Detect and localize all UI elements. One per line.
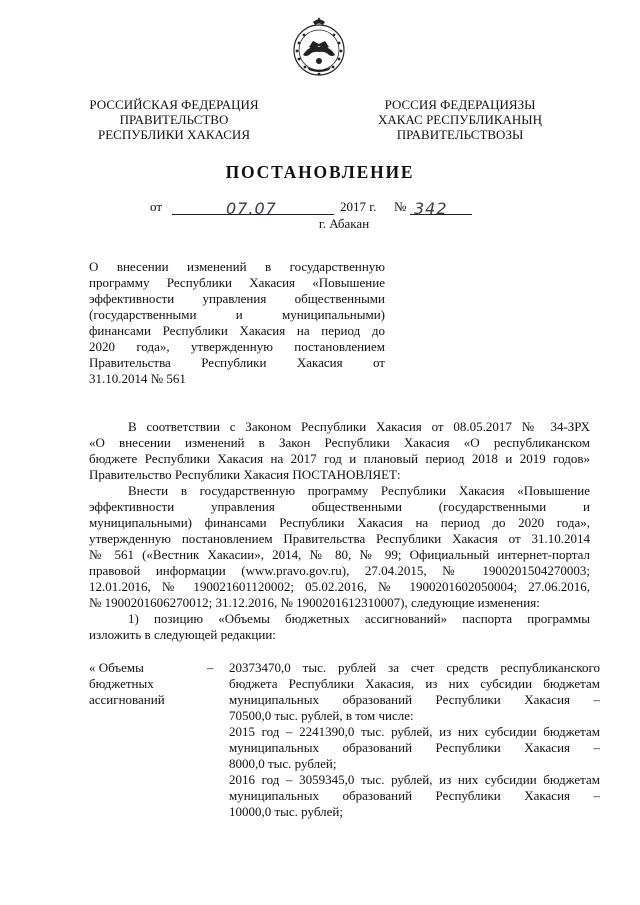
paragraph-preamble xyxy=(89,419,590,483)
header-right-line: ХАКАС РЕСПУБЛИКАНЫҢ xyxy=(377,112,543,127)
value-line: 8000,0 тыс. рублей; xyxy=(229,756,337,771)
body-line: бюджете Республики Хакасия на 2017 год и плановый период 2018 и 2019 годов» xyxy=(89,451,590,466)
date-prefix: от xyxy=(150,199,163,214)
body-line: 1) позицию «Объемы бюджетных ассигнований» паспорта программы xyxy=(128,611,590,626)
subject-line: (государственными и муниципальными) xyxy=(89,307,385,322)
paragraph-amendment xyxy=(89,483,590,611)
header-right-line: ПРАВИТЕЛЬСТВОЗЫ xyxy=(396,127,524,142)
body-line: изложить в следующей редакции: xyxy=(89,627,276,642)
value-line: 2015 год – 2241390,0 тыс. рублей, из них субсидии бюджетам xyxy=(229,724,600,739)
document-title: ПОСТАНОВЛЕНИЕ xyxy=(225,162,415,182)
value-line: 10000,0 тыс. рублей; xyxy=(229,804,343,819)
value-line: 2016 год – 3059345,0 тыс. рублей, из них субсидии бюджетам xyxy=(229,772,600,787)
coat-of-arms-emblem xyxy=(287,13,351,83)
allocation-label xyxy=(89,660,209,708)
body-line: Внести в государственную программу Республики Хакасия «Повышение xyxy=(128,483,590,498)
number-sign: № xyxy=(394,199,407,214)
allocation-value xyxy=(229,660,600,820)
subject-line: эффективности управления общественными xyxy=(89,291,385,306)
body-line: «О внесении изменений в Закон Республики Хакасия «О республиканском xyxy=(89,435,590,450)
subject-line: 2020 года», утвержденную постановлением xyxy=(89,339,385,354)
value-line: бюджета Республики Хакасия, из них субсидии бюджетам xyxy=(229,676,600,691)
city-name: г. Абакан xyxy=(318,216,370,231)
label-line: « Объемы xyxy=(89,660,144,675)
header-left-line: РОССИЙСКАЯ ФЕДЕРАЦИЯ xyxy=(89,97,259,112)
header-right-line: РОССИЯ ФЕДЕРАЦИЯЗЫ xyxy=(384,97,536,112)
body-line: 12.01.2016, № 190021601120002; 05.02.2016, № 1900201602050004; 27.06.2016, xyxy=(89,579,590,594)
header-left-line: ПРАВИТЕЛЬСТВО xyxy=(119,112,229,127)
value-line: 20373470,0 тыс. рублей за счет средств республиканского xyxy=(229,660,600,675)
date-number-line xyxy=(150,196,510,216)
body-line: муниципальными) финансами Республики Хакасия на период до 2020 года», xyxy=(89,515,590,530)
subject-line: О внесении изменений в государственную xyxy=(89,259,385,274)
number-underline xyxy=(410,196,472,218)
header-russian xyxy=(80,97,268,142)
paragraph-item-1 xyxy=(89,611,590,643)
subject-line: 31.10.2014 № 561 xyxy=(89,371,186,386)
date-underline xyxy=(172,196,334,218)
handwritten-date: 07.07 xyxy=(226,199,277,218)
header-khakas xyxy=(360,97,560,142)
body-line: утвержденную постановлением Правительства Республики Хакасия от 31.10.2014 xyxy=(89,531,590,546)
label-line: ассигнований xyxy=(89,692,165,707)
value-line: 70500,0 тыс. рублей, в том числе: xyxy=(229,708,414,723)
body-line: № 561 («Вестник Хакасии», 2014, № 80, № 99; Официальный интернет-портал xyxy=(89,547,590,562)
subject-line: финансами Республики Хакасия на период до xyxy=(89,323,385,338)
subject-line: программу Республики Хакасия «Повышение xyxy=(89,275,385,290)
handwritten-number: 342 xyxy=(414,199,448,218)
body-line: В соответствии с Законом Республики Хакасия от 08.05.2017 № 34-ЗРХ xyxy=(128,419,590,434)
subject-line: Правительства Республики Хакасия от xyxy=(89,355,385,370)
body-line: эффективности управления общественными (государственными и xyxy=(89,499,590,514)
value-line: муниципальных образований Республики Хакасия – xyxy=(229,692,600,707)
header-left-line: РЕСПУБЛИКИ ХАКАСИЯ xyxy=(97,127,250,142)
separator-dash: – xyxy=(207,660,214,675)
value-line: муниципальных образований Республики Хакасия – xyxy=(229,740,600,755)
body-line: правовой информации (www.pravo.gov.ru), 27.04.2015, № 1900201504270003; xyxy=(89,563,590,578)
document-body xyxy=(89,419,590,643)
year-text: 2017 г. xyxy=(340,199,377,214)
value-line: муниципальных образований Республики Хакасия – xyxy=(229,788,600,803)
body-line: № 1900201606270012; 31.12.2016, № 1900201612310007), следующие изменения: xyxy=(89,595,540,610)
label-line: бюджетных xyxy=(89,676,154,691)
body-line: Правительство Республики Хакасия ПОСТАНОВЛЯЕТ: xyxy=(89,467,401,482)
document-subject xyxy=(89,259,385,387)
